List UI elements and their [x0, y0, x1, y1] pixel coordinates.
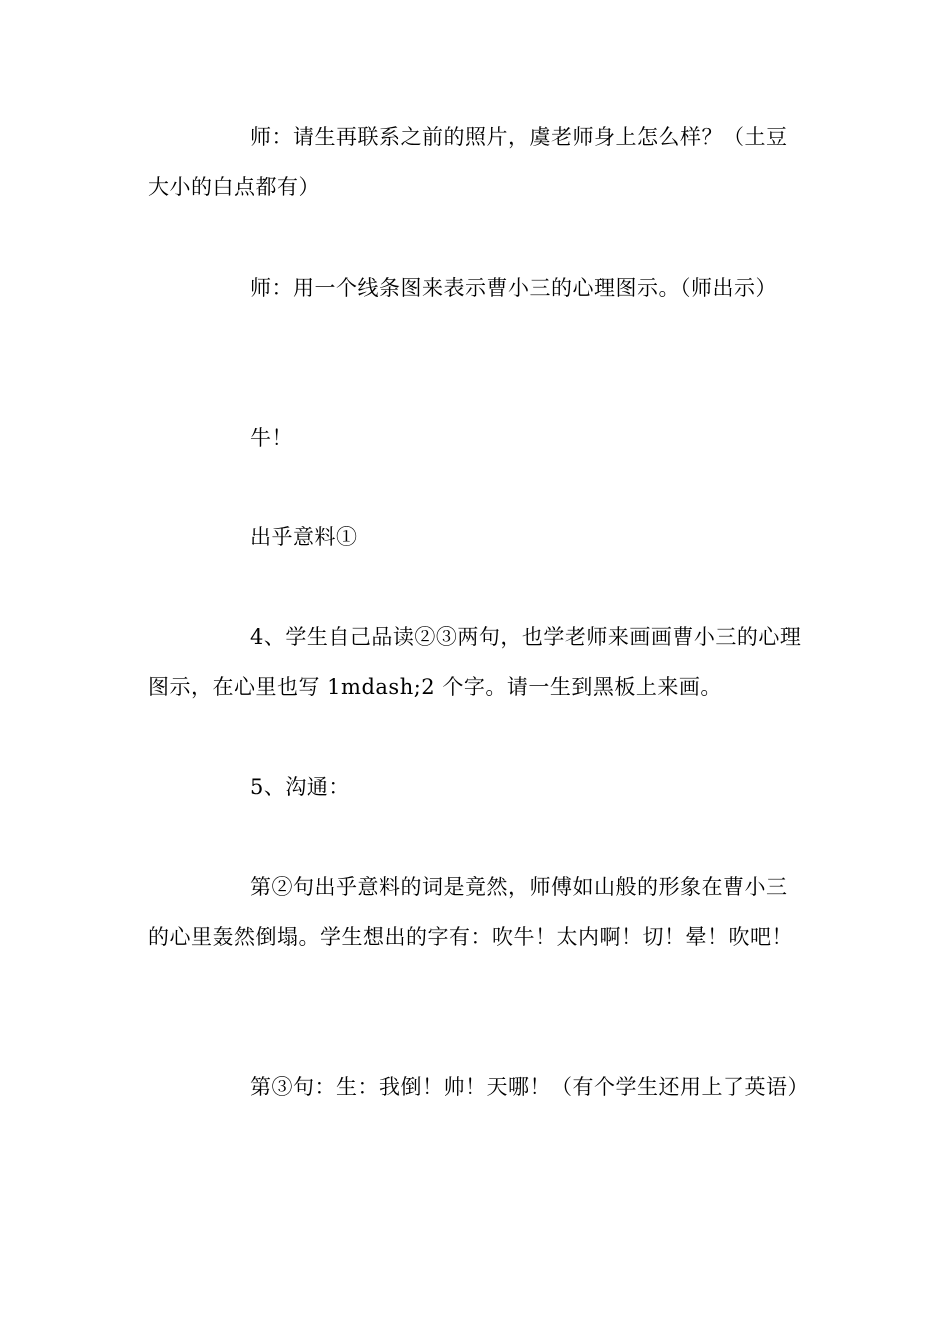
- paragraph-unexpected: 出乎意料①: [250, 525, 358, 549]
- paragraph-line-diagram: 师：用一个线条图来表示曹小三的心理图示。（师出示）: [250, 276, 777, 300]
- paragraph-niu: 牛！: [250, 426, 293, 450]
- paragraph-step-4: 4、学生自己品读②③两句，也学老师来画画曹小三的心理图示，在心里也写 1mdash;2 个字。请一生到黑板上来画。: [148, 625, 802, 699]
- paragraph-sentence-2: 第②句出乎意料的词是竟然，师傅如山般的形象在曹小三的心里轰然倒塌。学生想出的字有：吹牛！太内啊！切！晕！吹吧！: [148, 875, 793, 949]
- paragraph-photo-question: 师：请生再联系之前的照片，虞老师身上怎么样？（土豆大小的白点都有）: [148, 125, 788, 199]
- paragraph-sentence-3: 第③句：生：我倒！帅！天哪！（有个学生还用上了英语）: [250, 1075, 809, 1099]
- paragraph-step-5: 5、沟通：: [250, 775, 350, 799]
